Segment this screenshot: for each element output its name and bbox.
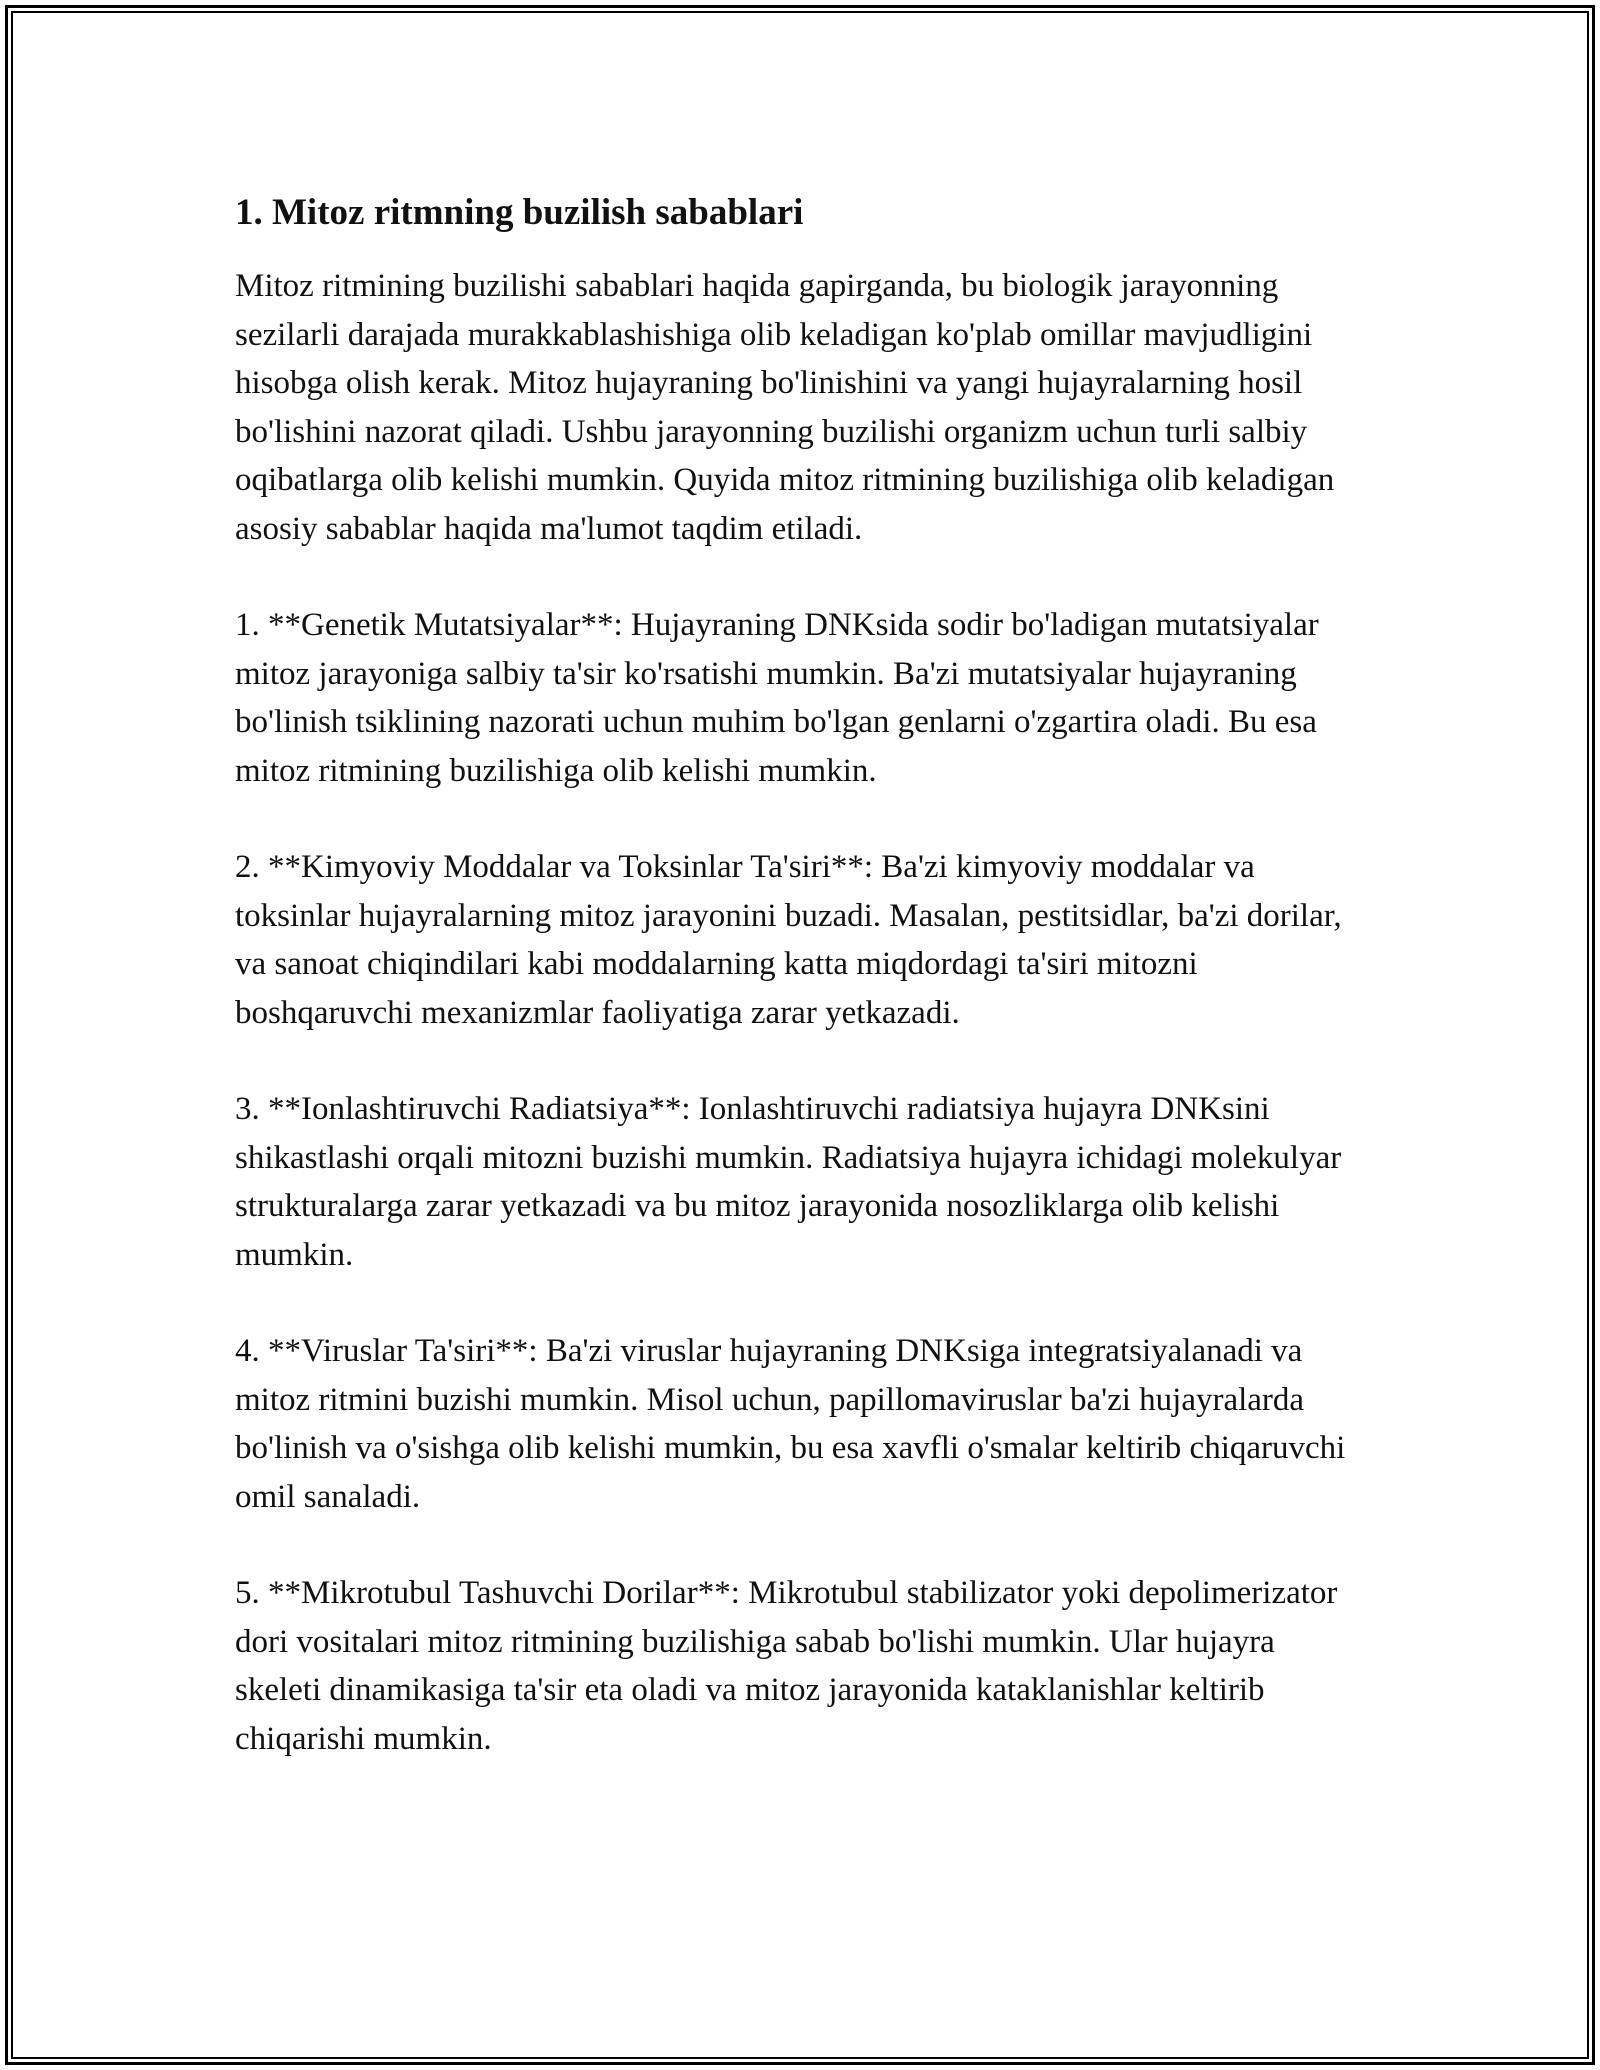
- intro-paragraph: Mitoz ritmining buzilishi sabablari haqida gapirganda, bu biologik jarayonning sezilarli darajada murakkablashishiga olib keladigan ko'plab omillar mavjudligini hisobga olish kerak. Mitoz hujayraning bo'linishini va yangi hujayralarning hosil bo'lishini nazorat qiladi. Ushbu jarayonning buzilishi organizm uchun turli salbiy oqibatlarga olib kelishi mumkin. Quyida mitoz ritmining buzilishiga olib keladigan asosiy sabablar haqida ma'lumot taqdim etiladi.: [235, 268, 1335, 547]
- cause-microtubule-drugs: 5. **Mikrotubul Tashuvchi Dorilar**: Mikrotubul stabilizator yoki depolimerizator dori vositalari mitoz ritmining buzilishiga sabab bo'lishi mumkin. Ular hujayra skeleti dinamikasiga ta'sir eta oladi va mitoz jarayonida kataklanishlar keltirib chiqarishi mumkin.: [235, 1575, 1338, 1757]
- cause-ionizing-radiation: 3. **Ionlashtiruvchi Radiatsiya**: Ionlashtiruvchi radiatsiya hujayra DNKsini shikastlashi orqali mitozni buzishi mumkin. Radiatsiya hujayra ichidagi molekulyar strukturalarga zarar yetkazadi va bu mitoz jarayonida nosozliklarga olib kelishi mumkin.: [235, 1091, 1342, 1273]
- cause-genetic-mutations: 1. **Genetik Mutatsiyalar**: Hujayraning DNKsida sodir bo'ladigan mutatsiyalar mitoz jarayoniga salbiy ta'sir ko'rsatishi mumkin. Ba'zi mutatsiyalar hujayraning bo'linish tsiklining nazorati uchun muhim bo'lgan genlarni o'zgartira oladi. Bu esa mitoz ritmining buzilishiga olib kelishi mumkin.: [235, 607, 1319, 789]
- section-title: 1. Mitoz ritmning buzilish sabablari: [235, 192, 804, 233]
- cause-viruses: 4. **Viruslar Ta'siri**: Ba'zi viruslar hujayraning DNKsiga integratsiyalanadi va mitoz ritmini buzishi mumkin. Misol uchun, papillomaviruslar ba'zi hujayralarda bo'linish va o'sishga olib kelishi mumkin, bu esa xavfli o'smalar keltirib chiqaruvchi omil sanaladi.: [235, 1333, 1346, 1515]
- cause-chemicals-toxins: 2. **Kimyoviy Moddalar va Toksinlar Ta'siri**: Ba'zi kimyoviy moddalar va toksinlar hujayralarning mitoz jarayonini buzadi. Masalan, pestitsidlar, ba'zi dorilar, va sanoat chiqindilari kabi moddalarning katta miqdordagi ta'siri mitozni boshqaruvchi mexanizmlar faoliyatiga zarar yetkazadi.: [235, 849, 1342, 1031]
- document-body: [235, 186, 1355, 1811]
